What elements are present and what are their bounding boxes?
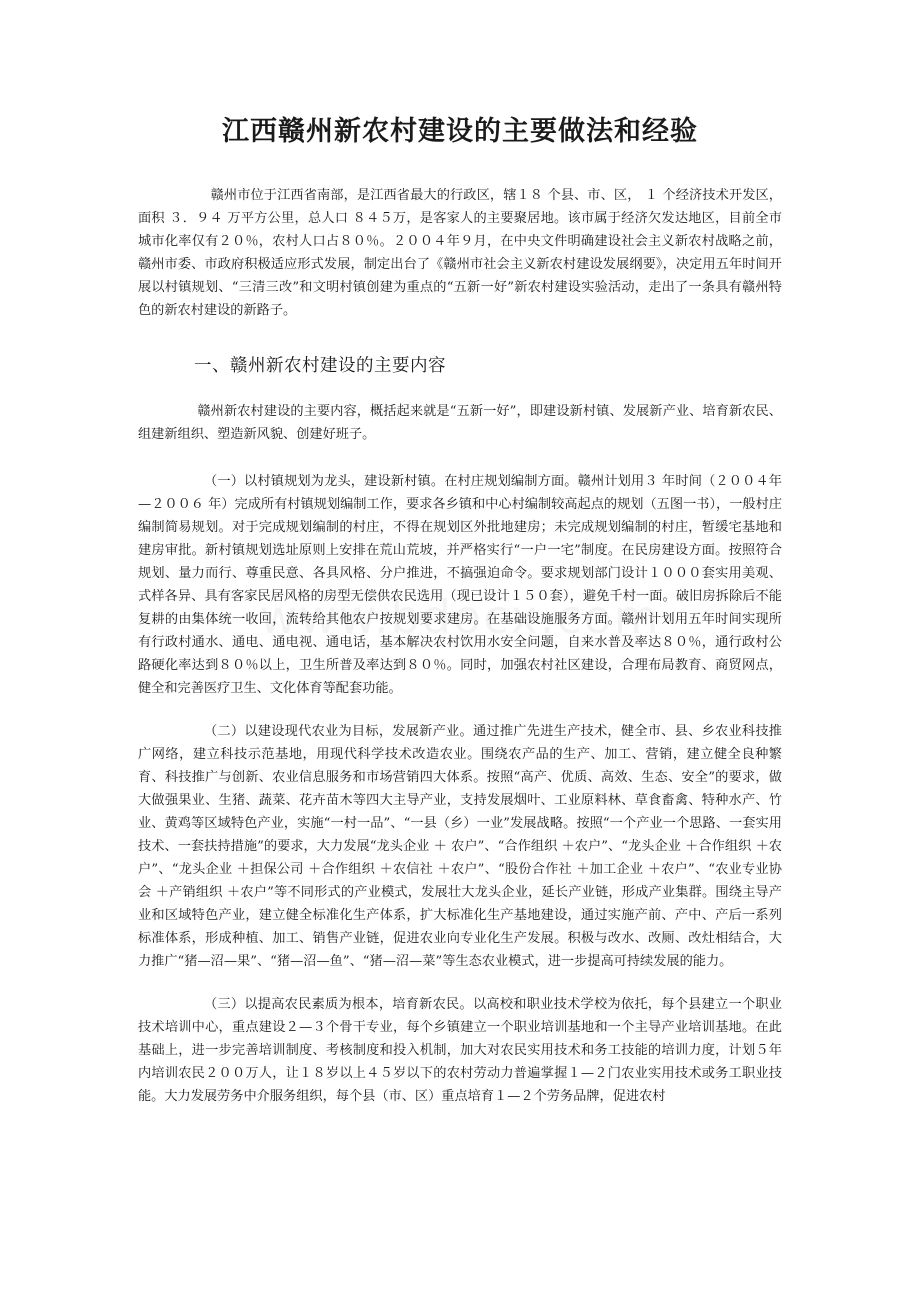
section-summary-paragraph: 赣州新农村建设的主要内容，概括起来就是“五新一好”，即建设新村镇、发展新产业、培育新农民、组建新组织、塑造新风貌、创建好班子。 (138, 404, 782, 442)
section-heading: 一、赣州新农村建设的主要内容 (194, 356, 446, 376)
document-title: 江西赣州新农村建设的主要做法和经验 (222, 116, 698, 147)
point-two-paragraph: （二）以建设现代农业为目标，发展新产业。通过推广先进生产技术，健全市、县、乡农业科技推广网络，建立科技示范基地，用现代科学技术改造农业。围绕农产品的生产、加工、营销，建立健全良种繁育、科技推广与创新、农业信息服务和市场营销四大体系。按照“高产、优质、高效、生态、安全”的要求，做大做强果业、生猪、蔬菜、花卉苗木等四大主导产业，支持发展烟叶、工业原料林、草食畜禽、特种水产、竹业、黄鸡等区域特色产业，实施“一村一品”、“一县（乡）一业”发展战略。按照“一个产业一个思路、一套实用技术、一套扶持措施”的要求，大力发展“龙头企业 ＋ 农户”、“合作组织 ＋农户”、“龙头企业 ＋合作组织 ＋农户”、“龙头企业 ＋担保公司 ＋合作组织 ＋农信社 ＋农户”、“股份合作社 ＋加工企业 ＋农户”、“农业专业协会 ＋产销组织 ＋农户”等不同形式的产业模式，发展壮大龙头企业，延长产业链，形成产业集群。围绕主导产业和区域特色产业，建立健全标准化生产体系，扩大标准化生产基地建设，通过实施产前、产中、产后一系列标准体系，形成种植、加工、销售产业链，促进农业向专业化生产发展。积极与改水、改厕、改灶相结合，大力推广“猪—沼—果”、“猪—沼—鱼”、“猪—沼—菜”等生态农业模式，进一步提高可持续发展的能力。 (138, 724, 782, 969)
point-three-paragraph: （三）以提高农民素质为根本，培育新农民。以高校和职业技术学校为依托，每个县建立一个职业技术培训中心，重点建设２—３个骨干专业，每个乡镇建立一个职业培训基地和一个主导产业培训基地。在此基础上，进一步完善培训制度、考核制度和投入机制，加大对农民实用技术和务工技能的培训力度，计划５年内培训农民２００万人，让１８岁以上４５岁以下的农村劳动力普遍掌握１—２门农业实用技术或务工职业技能。大力发展劳务中介服务组织，每个县（市、区）重点培育１—２个劳务品牌，促进农村 (138, 997, 782, 1104)
intro-paragraph: 赣州市位于江西省南部，是江西省最大的行政区，辖１８ 个县、市、区， １ 个经济技术开发区，面积 ３．９４ 万平方公里，总人口 ８４５万，是客家人的主要聚居地。该市属于经济欠发达地区，目前全市城市化率仅有２０％，农村人口占８０％。２００４年９月，在中央文件明确建设社会主义新农村战略之前，赣州市委、市政府积极适应形式发展，制定出台了《赣州市社会主义新农村建设发展纲要》，决定用五年时间开展以村镇规划、“三清三改”和文明村镇创建为重点的“五新一好”新农村建设实验活动，走出了一条具有赣州特色的新农村建设的新路子。 (138, 188, 782, 318)
point-one-paragraph: （一）以村镇规划为龙头，建设新村镇。在村庄规划编制方面。赣州计划用３ 年时间（２００４年—２００６ 年）完成所有村镇规划编制工作，要求各乡镇和中心村编制较高起点的规划（五图一书），一般村庄编制简易规划。对于完成规划编制的村庄，不得在规划区外批地建房；未完成规划编制的村庄，暂缓宅基地和建房审批。新村镇规划选址原则上安排在荒山荒坡，并严格实行“一户一宅”制度。在民房建设方面。按照符合规划、量力而行、尊重民意、各具风格、分户推进，不搞强迫命令。要求规划部门设计１０００套实用美观、式样各异、具有客家民居风格的房型无偿供农民选用（现已设计１５０套），避免千村一面。破旧房拆除后不能复耕的由集体统一收回，流转给其他农户按规划要求建房。在基础设施服务方面。赣州计划用五年时间实现所有行政村通水、通电、通电视、通电话，基本解决农村饮用水安全问题，自来水普及率达８０％，通行政村公路硬化率达到８０％以上，卫生所普及率达到８０％。同时，加强农村社区建设，合理布局教育、商贸网点，健全和完善医疗卫生、文化体育等配套功能。 (138, 474, 782, 696)
